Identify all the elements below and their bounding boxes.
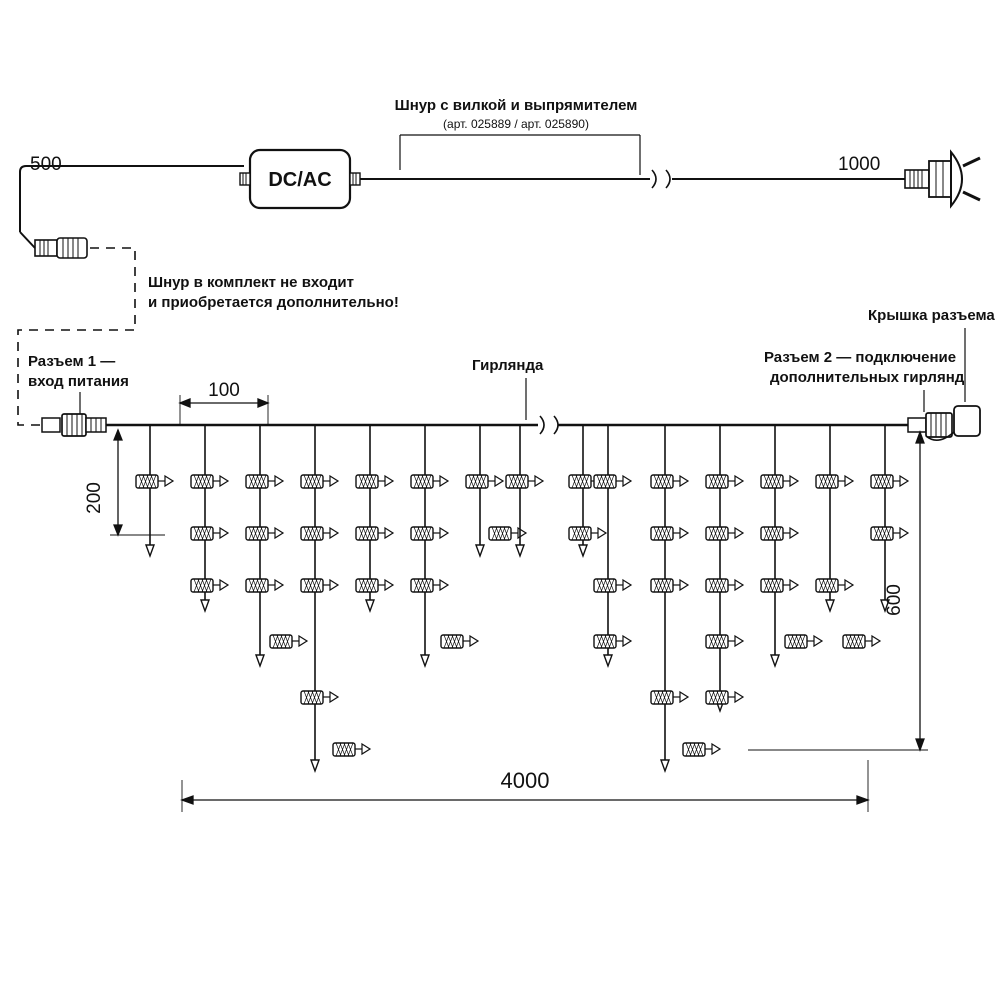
dimension-spacing-label: 100 (208, 380, 240, 401)
callout-connector1-line2: вход питания (28, 373, 129, 390)
connector-1 (42, 414, 106, 436)
drop-strand (761, 425, 822, 666)
optional-cord-dashed-route (18, 248, 135, 425)
drop-strand (569, 425, 606, 556)
drop-strand (706, 425, 743, 711)
drop-strand (466, 425, 526, 556)
mains-cord (360, 170, 905, 188)
note-not-included-line1: Шнур в комплект не входит (148, 274, 354, 291)
callout-connector2-line1: Разъем 2 — подключение (764, 349, 957, 366)
garland-main-wire (105, 416, 918, 434)
connector-cap (954, 406, 980, 436)
dimension-left-cord: 500 (30, 154, 62, 175)
cord-label-line1: Шнур с вилкой и выпрямителем (394, 97, 638, 114)
dimension-right-cord: 1000 (838, 154, 881, 175)
power-cord-group (20, 166, 244, 232)
drop-strand (594, 425, 631, 666)
cord-label-line2: (арт. 025889 / арт. 025890) (443, 117, 589, 131)
drop-strands (136, 425, 908, 771)
drop-strand (246, 425, 307, 666)
dimension-drop-long-label: 600 (884, 584, 905, 616)
callout-connector1-line1: Разъем 1 — (28, 353, 116, 370)
dcac-rectifier-block (240, 150, 360, 208)
cord-end-connector (20, 232, 87, 258)
callout-cap-label: Крышка разъема (868, 307, 995, 324)
drop-strand (136, 425, 173, 556)
drop-strand (191, 425, 228, 611)
drop-strand (356, 425, 393, 611)
cord-label-leader (400, 135, 640, 175)
note-not-included-line2: и приобретается дополнительно! (148, 294, 399, 311)
dcac-label: DC/AC (268, 169, 332, 191)
drop-strand (871, 425, 908, 611)
dimension-drop-short-label: 200 (84, 482, 105, 514)
dimension-total-label: 4000 (500, 768, 550, 793)
callout-garland-label: Гирлянда (472, 357, 544, 374)
mains-plug (905, 152, 980, 206)
callout-connector2-line2: дополнительных гирлянд (770, 369, 965, 386)
drop-strand (411, 425, 478, 666)
